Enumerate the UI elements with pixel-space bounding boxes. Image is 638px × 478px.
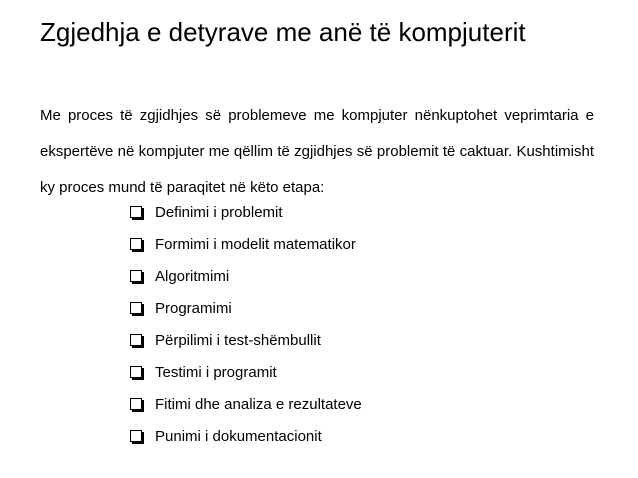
list-item-label: Përpilimi i test-shëmbullit bbox=[155, 331, 321, 349]
list-item bbox=[130, 324, 362, 356]
list-item bbox=[130, 388, 362, 420]
list-item bbox=[130, 196, 362, 228]
list-item bbox=[130, 292, 362, 324]
list-item-label: Fitimi dhe analiza e rezultateve bbox=[155, 395, 362, 413]
list-item-label: Programimi bbox=[155, 299, 232, 317]
list-item bbox=[130, 260, 362, 292]
checkbox-square-icon bbox=[130, 366, 142, 378]
list-item bbox=[130, 228, 362, 260]
list-item-label: Algoritmimi bbox=[155, 267, 230, 285]
checkbox-square-icon bbox=[130, 206, 142, 218]
list-item-label: Punimi i dokumentacionit bbox=[155, 427, 322, 445]
checkbox-square-icon bbox=[130, 270, 142, 282]
checkbox-square-icon bbox=[130, 398, 142, 410]
checkbox-square-icon bbox=[130, 238, 142, 250]
list-item-label: Testimi i programit bbox=[155, 363, 277, 381]
checkbox-square-icon bbox=[130, 430, 142, 442]
list-item-label: Definimi i problemit bbox=[155, 203, 283, 221]
list-item bbox=[130, 356, 362, 388]
intro-paragraph: Me proces të zgjidhjes së problemeve me kompjuter nënkuptohet veprimtaria e ekspertëve në kompjuter me qëllim të zgjidhjes së problemit të caktuar. Kushtimisht ky proces mund të paraqitet në këto etapa: bbox=[40, 107, 594, 196]
stage-list bbox=[130, 196, 362, 452]
checkbox-square-icon bbox=[130, 334, 142, 346]
list-item-label: Formimi i modelit matematikor bbox=[155, 235, 356, 253]
list-item bbox=[130, 420, 362, 452]
slide-title: Zgjedhja e detyrave me anë të kompjuterit bbox=[40, 17, 526, 47]
checkbox-square-icon bbox=[130, 302, 142, 314]
